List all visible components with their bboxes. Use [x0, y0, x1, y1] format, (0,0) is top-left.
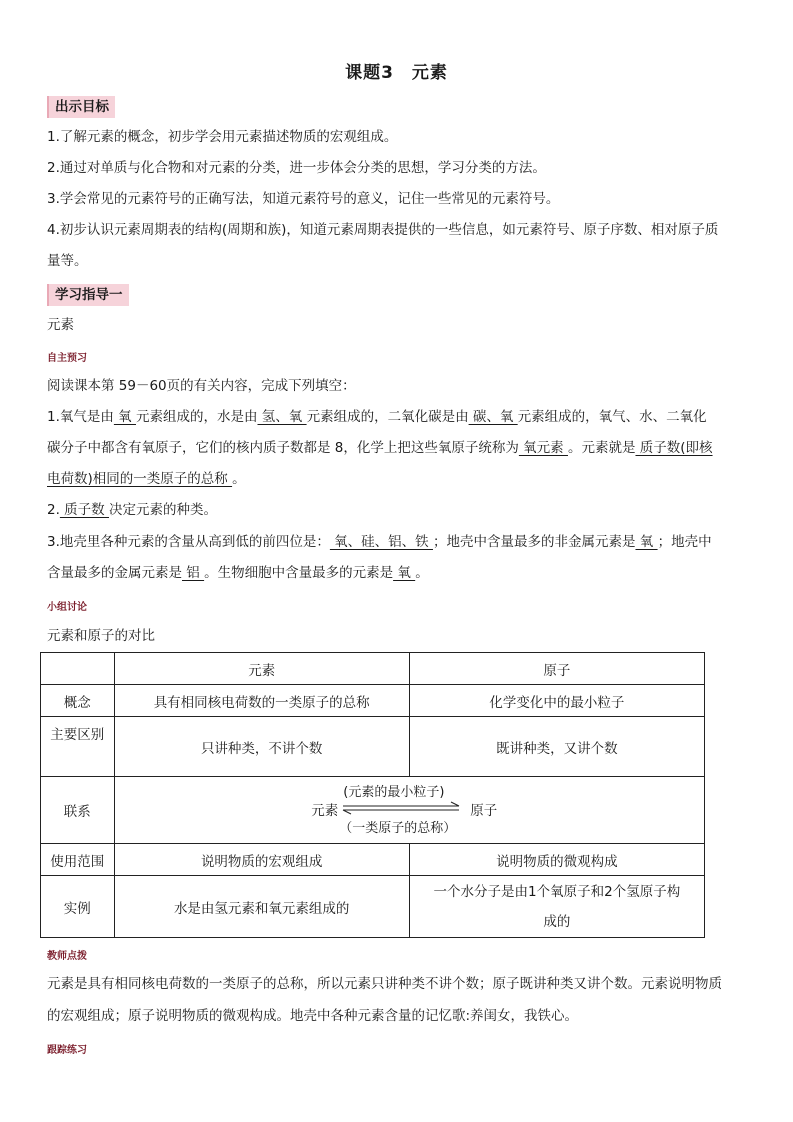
mini-tag-teacher: 教师点拨: [47, 951, 87, 962]
relation-left-label: 元素: [311, 803, 339, 819]
answer-blank: 碳、氧: [468, 409, 518, 425]
answer-blank: 氢、氧: [257, 409, 307, 425]
row-label-relation: 联系: [41, 777, 115, 844]
relation-cell: [114, 777, 704, 844]
relation-lower-label: （一类原子的总称）: [339, 821, 457, 836]
answer-blank: 质子数: [59, 502, 109, 518]
section-tag-goals: 出示目标: [47, 96, 115, 118]
teacher-text-line-2: 的宏观组成；原子说明物质的微观构成。地壳中各种元素含量的记忆歌:养闺女，我铁心。: [47, 1008, 579, 1024]
question-3-line-2: 含量最多的金属元素是 铝 。生物细胞中含量最多的元素是 氧 。: [47, 565, 429, 581]
table-cell: 化学变化中的最小粒子: [409, 685, 704, 717]
goal-3: 3.学会常见的元素符号的正确写法，知道元素符号的意义，记住一些常见的元素符号。: [47, 191, 560, 207]
table-cell: 说明物质的微观构成: [409, 844, 704, 876]
row-label-scope: 使用范围: [41, 844, 115, 876]
mini-tag-practice: 跟踪练习: [47, 1045, 87, 1056]
question-1-line-2: 碳分子中都含有氧原子，它们的核内质子数都是 8，化学上把这些氧原子统称为 氧元素 。元素就是 质子数(即核: [47, 440, 713, 456]
page-title: [0, 58, 793, 83]
relation-diagram: [309, 777, 509, 839]
goal-2: 2.通过对单质与化合物和对元素的分类，进一步体会分类的思想，学习分类的方法。: [47, 160, 546, 176]
question-1-line-3: 电荷数)相同的一类原子的总称 。: [47, 471, 246, 487]
goal-4: 4.初步认识元素周期表的结构(周期和族)，知道元素周期表提供的一些信息，如元素符号、原子序数、相对原子质: [47, 222, 719, 238]
table-cell: 具有相同核电荷数的一类原子的总称: [114, 685, 409, 717]
table-row: [41, 685, 705, 717]
table-row: [41, 876, 705, 938]
table-row: [41, 777, 705, 844]
table-cell-empty: [41, 653, 115, 685]
row-label-difference: 主要区别: [41, 717, 115, 777]
answer-blank: 氧: [635, 534, 658, 550]
question-2: 2. 质子数 决定元素的种类。: [47, 502, 217, 518]
comparison-table: [40, 652, 705, 938]
table-cell: 水是由氢元素和氧元素组成的: [114, 876, 409, 938]
table-row: [41, 717, 705, 777]
question-3-line-1: 3.地壳里各种元素的含量从高到低的前四位是： 氧、硅、铝、铁 ；地壳中含量最多的非金属元素是 氧 ；地壳中: [47, 534, 712, 550]
answer-blank: 氧: [393, 565, 416, 581]
relation-right-label: 原子: [470, 803, 498, 819]
goal-4-cont: 量等。: [47, 253, 88, 269]
answer-blank: 氧、硅、铝、铁: [329, 534, 433, 550]
double-arrow-icon: [339, 801, 463, 815]
teacher-text-line-1: 元素是具有相同核电荷数的一类原子的总称，所以元素只讲种类不讲个数；原子既讲种类又讲个数。元素说明物质: [47, 976, 722, 992]
preview-intro: 阅读课本第 59－60页的有关内容，完成下列填空：: [47, 378, 356, 394]
section-tag-guide1: 学习指导一: [47, 284, 129, 306]
mini-tag-preview: 自主预习: [47, 353, 87, 364]
answer-blank: 电荷数)相同的一类原子的总称: [47, 471, 233, 487]
table-row: [41, 844, 705, 876]
table-row: [41, 653, 705, 685]
table-header-atom: 原子: [409, 653, 704, 685]
answer-blank: 氧: [113, 409, 136, 425]
table-cell: 说明物质的宏观组成: [114, 844, 409, 876]
question-1-line-1: 1.氧气是由 氧 元素组成的，水是由 氢、氧 元素组成的，二氧化碳是由 碳、氧 元素组成的，氧气、水、二氧化: [47, 409, 707, 425]
table-cell: 一个水分子是由1个氧原子和2个氢原子构 成的: [409, 876, 704, 938]
title-topic: 元素: [411, 63, 448, 83]
row-label-example: 实例: [41, 876, 115, 938]
table-cell: 既讲种类，又讲个数: [409, 717, 704, 777]
relation-upper-label: (元素的最小粒子): [343, 785, 445, 800]
title-lesson-number: 课题3: [345, 63, 394, 83]
answer-blank: 铝: [182, 565, 205, 581]
compare-title: 元素和原子的对比: [47, 628, 155, 644]
table-cell: 只讲种类，不讲个数: [114, 717, 409, 777]
mini-tag-discuss: 小组讨论: [47, 602, 87, 613]
answer-blank: 质子数(即核: [635, 440, 713, 456]
goal-1: 1.了解元素的概念，初步学会用元素描述物质的宏观组成。: [47, 129, 398, 145]
table-header-element: 元素: [114, 653, 409, 685]
topic-heading: 元素: [47, 317, 74, 333]
answer-blank: 氧元素: [518, 440, 568, 456]
row-label-concept: 概念: [41, 685, 115, 717]
